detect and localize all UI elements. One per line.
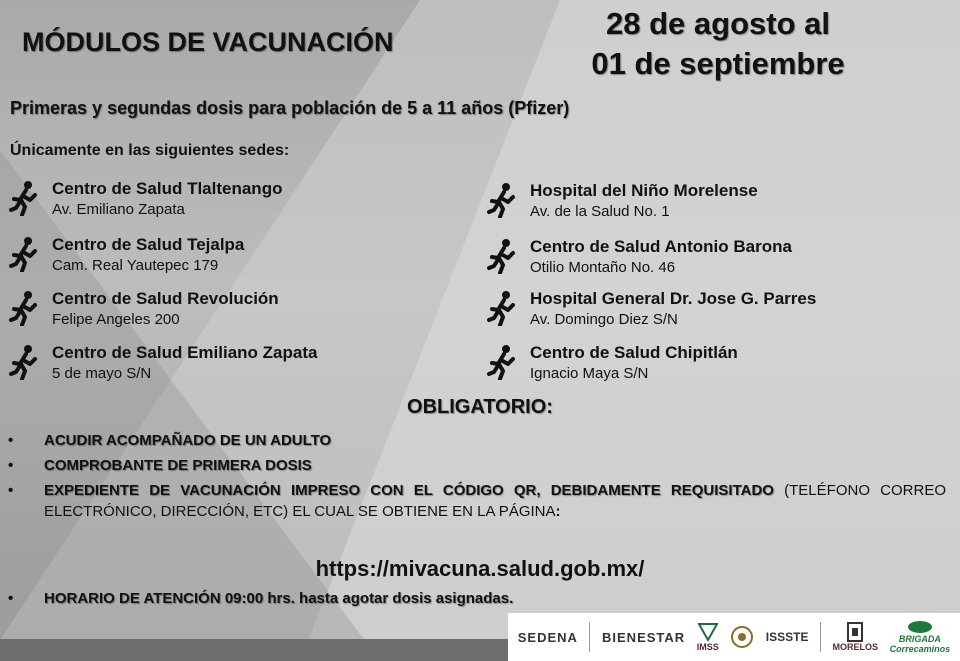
requirement-item [8, 430, 946, 451]
hours-item [8, 590, 513, 607]
seal-icon [730, 625, 754, 649]
bullet: • [8, 590, 14, 607]
date-range-line-1: 28 de agosto al [606, 6, 830, 41]
imss-label: IMSS [696, 642, 719, 652]
requirements-list [8, 430, 946, 526]
requirement-colon: : [555, 503, 561, 520]
site-name: Centro de Salud Tejalpa [52, 235, 245, 254]
site-text [530, 236, 792, 278]
site-item [8, 234, 244, 276]
issste-logo: ISSSTE [765, 630, 809, 644]
site-text [530, 288, 816, 330]
requirement-item [8, 480, 946, 522]
site-item [8, 178, 282, 220]
site-item [8, 288, 279, 330]
morelos-label: MORELOS [832, 642, 879, 652]
site-address: Cam. Real Yautepec 179 [52, 257, 219, 274]
walking-person-icon [486, 238, 518, 274]
sites-label: Únicamente en las siguientes sedes: [10, 142, 290, 159]
website-url[interactable]: https://mivacuna.salud.gob.mx/ [315, 556, 645, 581]
walking-person-icon [8, 344, 40, 380]
brigada-label: BRIGADA [898, 634, 941, 644]
walking-person-icon [486, 290, 518, 326]
walking-person-icon [486, 182, 518, 218]
sedena-logo: SEDENA [517, 629, 578, 645]
site-address: Av. de la Salud No. 1 [530, 203, 670, 220]
site-name: Centro de Salud Emiliano Zapata [52, 343, 318, 362]
subtitle: Primeras y segundas dosis para población de 5 a 11 años (Pfizer) [10, 98, 570, 118]
site-text [530, 180, 758, 222]
site-text [52, 288, 279, 330]
site-name: Hospital del Niño Morelense [530, 181, 758, 200]
requirement-text-detail: (TELÉFONO CORREO ELECTRÓNICO, DIRECCIÓN, ETC) EL CUAL SE OBTIENE EN LA PÁGINA [44, 482, 946, 520]
site-text [52, 234, 244, 276]
site-item [486, 236, 792, 278]
bullet: • [8, 457, 14, 474]
morelos-logo [833, 622, 879, 652]
site-item [486, 180, 758, 222]
requirement-text: COMPROBANTE DE PRIMERA DOSIS [44, 457, 312, 474]
site-text [52, 178, 282, 220]
site-name: Centro de Salud Revolución [52, 289, 279, 308]
requirement-text-strong: EXPEDIENTE DE VACUNACIÓN IMPRESO CON EL CÓDIGO QR, DEBIDAMENTE REQUISITADO [44, 482, 774, 499]
morelos-emblem-icon [846, 622, 864, 642]
date-range [548, 4, 888, 84]
site-address: Ignacio Maya S/N [530, 365, 649, 382]
brigada-logo [890, 620, 951, 654]
walking-person-icon [486, 344, 518, 380]
site-address: 5 de mayo S/N [52, 365, 152, 382]
site-address: Otilio Montaño No. 46 [530, 259, 676, 276]
requirement-item [8, 455, 946, 476]
site-text [52, 342, 317, 384]
mexico-seal-logo [730, 625, 754, 649]
site-item [486, 342, 738, 384]
site-name: Centro de Salud Antonio Barona [530, 237, 792, 256]
site-address: Av. Emiliano Zapata [52, 201, 185, 218]
requirements-title: OBLIGATORIO: [407, 396, 553, 418]
site-name: Hospital General Dr. Jose G. Parres [530, 289, 817, 308]
requirement-text: ACUDIR ACOMPAÑADO DE UN ADULTO [44, 432, 332, 449]
site-address: Felipe Angeles 200 [52, 311, 180, 328]
walking-person-icon [8, 180, 40, 216]
bullet: • [8, 482, 14, 499]
site-name: Centro de Salud Tlaltenango [52, 179, 283, 198]
date-range-line-2: 01 de septiembre [591, 46, 845, 81]
logo-strip [508, 613, 960, 661]
imss-emblem-icon [697, 622, 719, 642]
page-title: MÓDULOS DE VACUNACIÓN [22, 27, 394, 57]
logo-divider [820, 622, 821, 652]
hours-text: HORARIO DE ATENCIÓN 09:00 hrs. hasta agotar dosis asignadas. [44, 590, 514, 607]
bullet: • [8, 432, 14, 449]
site-item [486, 288, 816, 330]
bienestar-logo: BIENESTAR [602, 629, 686, 645]
site-name: Centro de Salud Chipitlán [530, 343, 738, 362]
walking-person-icon [8, 290, 40, 326]
site-text [530, 342, 738, 384]
brigada-emblem-icon [907, 620, 933, 634]
walking-person-icon [8, 236, 40, 272]
correcaminos-label: Correcaminos [889, 644, 951, 654]
site-address: Av. Domingo Diez S/N [530, 311, 678, 328]
imss-logo [697, 622, 719, 652]
site-item [8, 342, 317, 384]
logo-divider [589, 622, 590, 652]
